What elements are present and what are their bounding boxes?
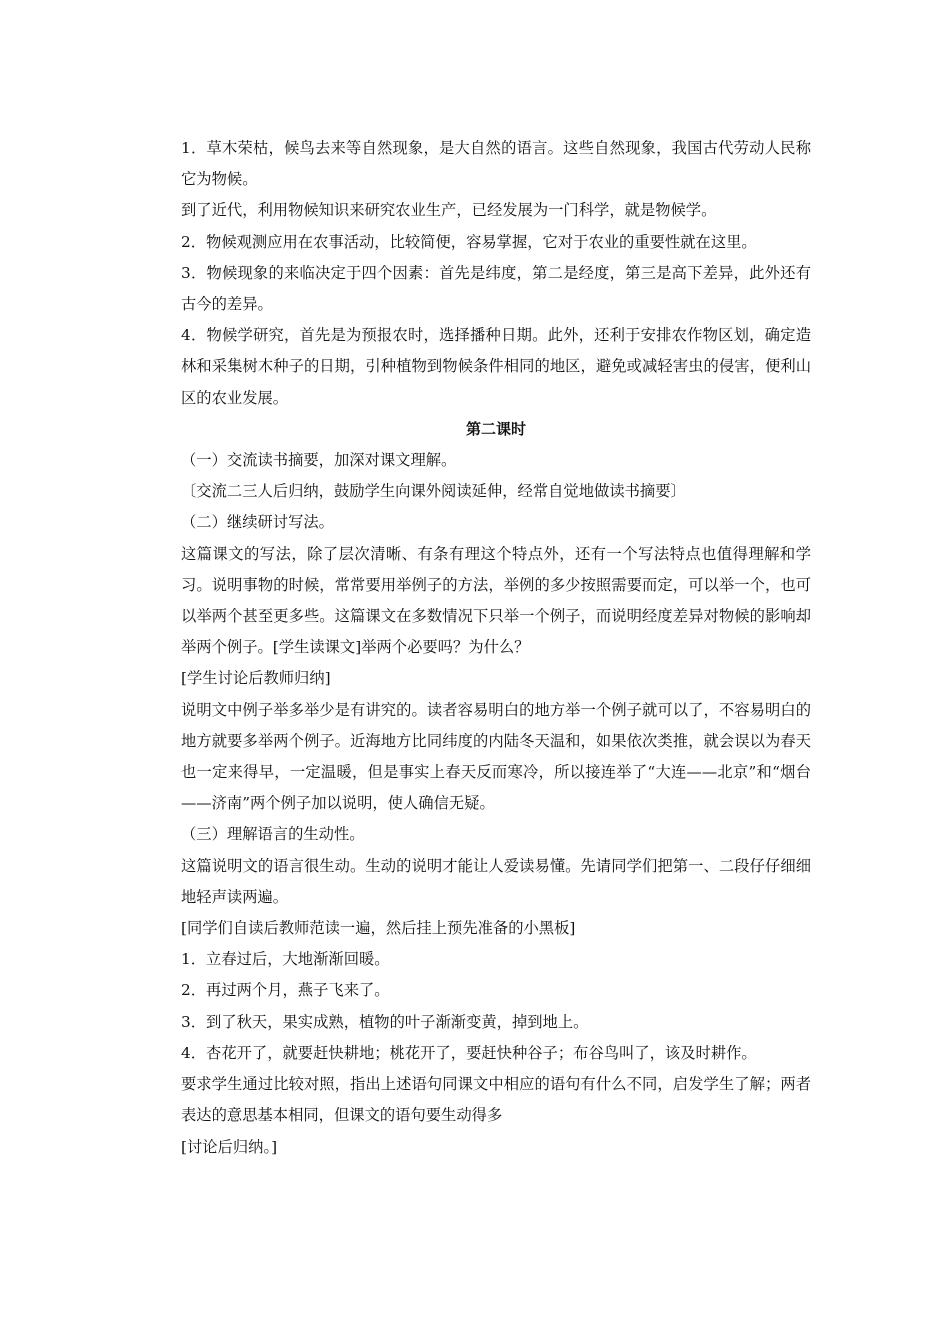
section-paragraph-3: （二）继续研讨写法。 [181, 513, 334, 532]
section-paragraph-1: （一）交流读书摘要，加深对课文理解。 [181, 451, 457, 470]
section-paragraph-11: 2．再过两个月，燕子飞来了。 [181, 981, 390, 1000]
section-paragraph-9: [同学们自读后教师范读一遍，然后挂上预先准备的小黑板] [181, 919, 576, 938]
section-paragraph-12: 3．到了秋天，果实成熟，植物的叶子渐渐变黄，掉到地上。 [181, 1012, 589, 1031]
section-paragraph-8: 这篇说明文的语言很生动。生动的说明才能让人爱读易懂。先请同学们把第一、二段仔仔细细地轻声读两遍。 [181, 856, 811, 906]
section-paragraph-7: （三）理解语言的生动性。 [181, 825, 365, 844]
document-page [181, 133, 811, 1163]
section-heading: 第二课时 [465, 419, 526, 438]
section-paragraph-6: 说明文中例子举多举少是有讲究的。读者容易明白的地方举一个例子就可以了，不容易明白的地方就要多举两个例子。近海地方比同纬度的内陆冬天温和，如果依次类推，就会误以为春天也一定来得早，一定温暖，但是事实上春天反而寒冷，所以接连举了“大连——北京”和“烟台——济南”两个例子加以说明，使人确信无疑。 [181, 700, 811, 813]
section-paragraph-4: 这篇课文的写法，除了层次清晰、有条有理这个特点外，还有一个写法特点也值得理解和学习。说明事物的时候，常常要用举例子的方法，举例的多少按照需要而定，可以举一个，也可以举两个甚至更多些。这篇课文在多数情况下只举一个例子，而说明经度差异对物候的影响却举两个例子。[学生读课文]举两个必要吗？为什么？ [181, 544, 811, 657]
section-paragraph-14: 要求学生通过比较对照，指出上述语句同课文中相应的语句有什么不同，启发学生了解；两者表达的意思基本相同，但课文的语句要生动得多 [181, 1075, 811, 1125]
section-paragraph-10: 1．立春过后，大地渐渐回暖。 [181, 950, 390, 969]
paragraph-2: 到了近代，利用物候知识来研究农业生产，已经发展为一门科学，就是物候学。 [181, 201, 717, 220]
paragraph-1: 1．草木荣枯，候鸟去来等自然现象，是大自然的语言。这些自然现象，我国古代劳动人民称它为物候。 [181, 139, 811, 189]
section-paragraph-13: 4．杏花开了，就要赶快耕地；桃花开了，要赶快种谷子；布谷鸟叫了，该及时耕作。 [181, 1043, 757, 1062]
section-paragraph-15: [讨论后归纳。] [181, 1137, 278, 1156]
paragraph-5: 4．物候学研究，首先是为预报农时，选择播种日期。此外，还利于安排农作物区划，确定造林和采集树木种子的日期，引种植物到物候条件相同的地区，避免或减轻害虫的侵害，便利山区的农业发展。 [181, 326, 811, 407]
paragraph-4: 3．物候现象的来临决定于四个因素：首先是纬度，第二是经度，第三是高下差异，此外还有古今的差异。 [181, 263, 811, 314]
section-paragraph-5: [学生讨论后教师归纳] [181, 669, 331, 688]
section-paragraph-2: 〔交流二三人后归纳，鼓励学生向课外阅读延伸，经常自觉地做读书摘要〕 [181, 482, 686, 501]
paragraph-3: 2．物候观测应用在农事活动，比较简便，容易掌握，它对于农业的重要性就在这里。 [181, 232, 757, 251]
